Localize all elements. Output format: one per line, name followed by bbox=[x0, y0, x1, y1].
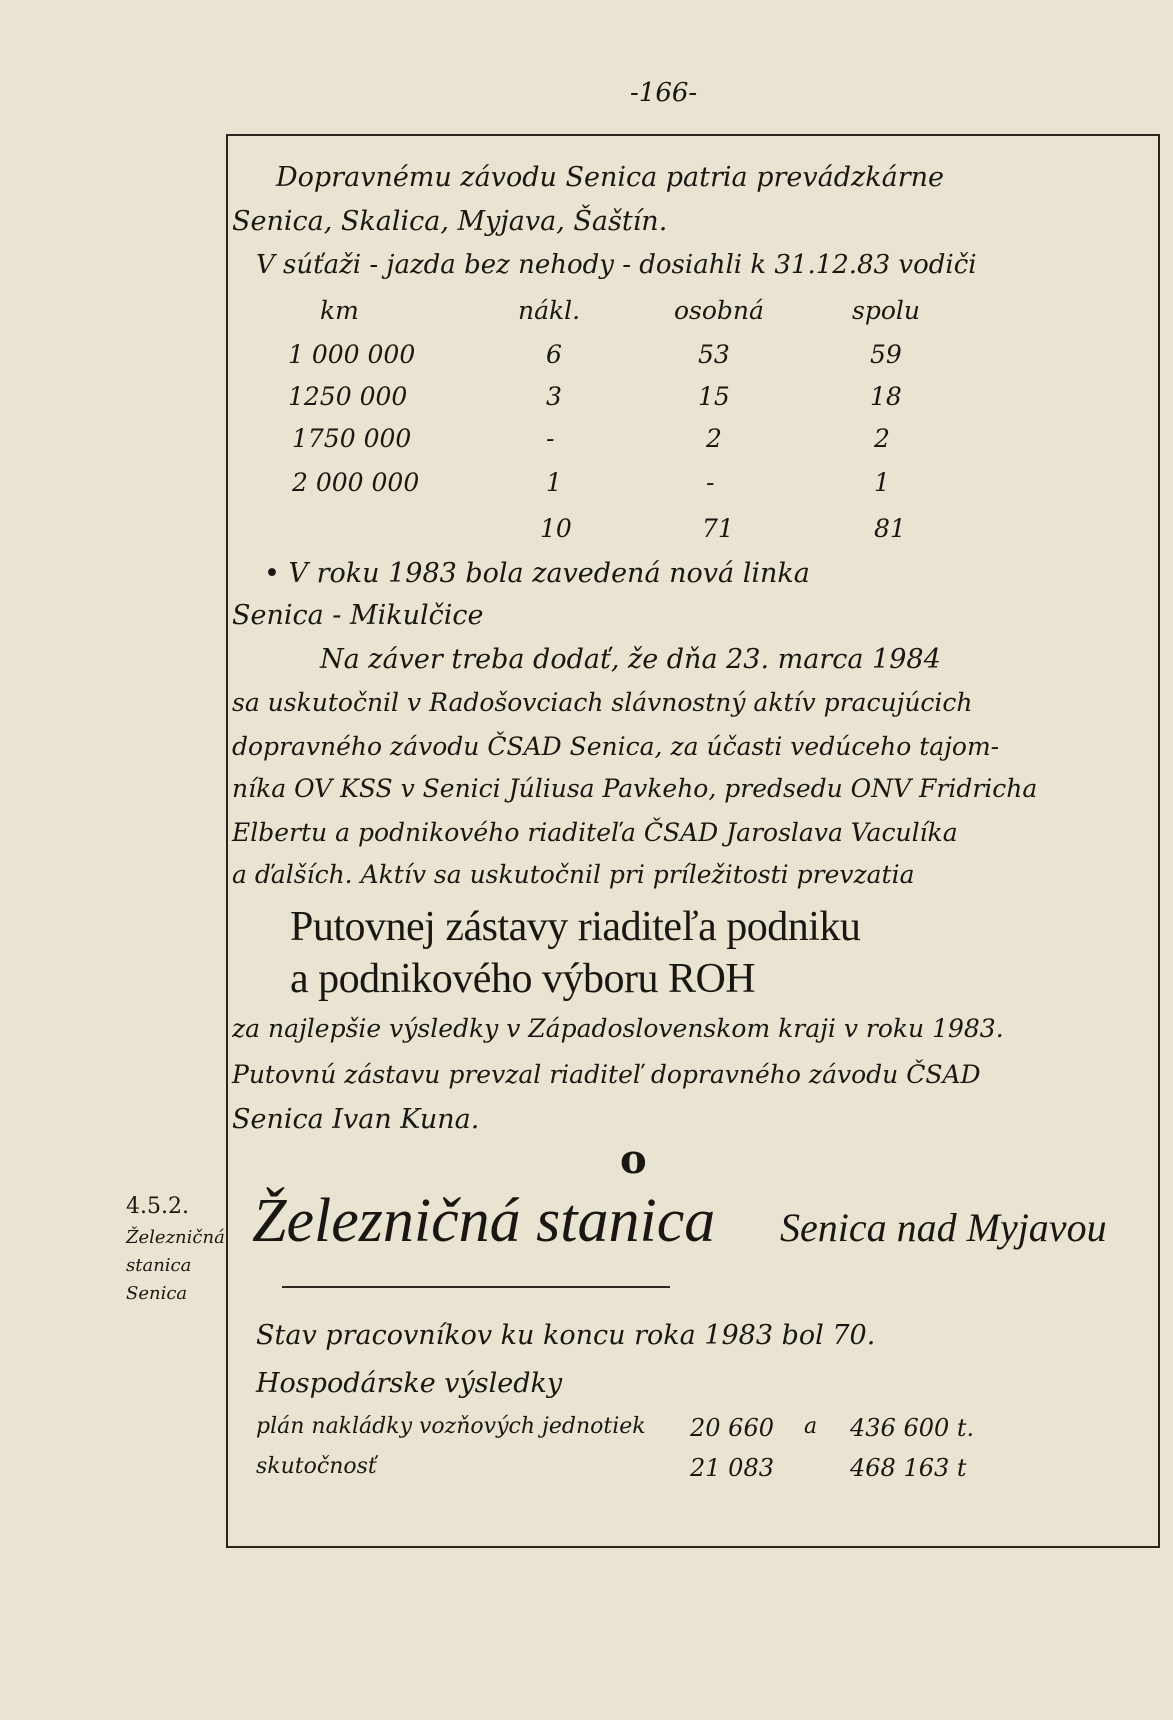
table-row bbox=[228, 424, 1162, 458]
margin-note-line: stanica bbox=[126, 1254, 192, 1276]
page-number: -166- bbox=[630, 78, 698, 108]
table-cell: 53 bbox=[698, 340, 730, 369]
table-cell: 2 bbox=[706, 424, 722, 453]
text-line: a ďalších. Aktív sa uskutočnil pri príležitosti prevzatia bbox=[232, 860, 915, 889]
text-frame bbox=[226, 134, 1160, 1548]
table-row bbox=[228, 468, 1162, 502]
text-line: dopravného závodu ČSAD Senica, za účasti vedúceho tajom- bbox=[232, 732, 1000, 761]
table-cell: 59 bbox=[870, 340, 902, 369]
text-line: Na záver treba dodať, že dňa 23. marca 1984 bbox=[320, 644, 941, 675]
table-cell: 2 000 000 bbox=[292, 468, 420, 497]
text-line: • V roku 1983 bola zavedená nová linka bbox=[264, 558, 810, 589]
text-line: Putovnú zástavu prevzal riaditeľ dopravného závodu ČSAD bbox=[232, 1060, 981, 1089]
text-line: V súťaži - jazda bez nehody - dosiahli k 31.12.83 vodiči bbox=[256, 250, 977, 280]
text-line: Senica, Skalica, Myjava, Šaštín. bbox=[232, 206, 668, 237]
results-value: 436 600 t. bbox=[850, 1414, 975, 1442]
table-cell: 18 bbox=[870, 382, 902, 411]
results-label: plán nakládky vozňových jednotiek bbox=[256, 1414, 646, 1439]
text-line: sa uskutočnil v Radošovciach slávnostný aktív pracujúcich bbox=[232, 688, 973, 717]
text-line: níka OV KSS v Senici Júliusa Pavkeho, predsedu ONV Fridricha bbox=[232, 774, 1038, 803]
table-header-row bbox=[228, 296, 1162, 330]
table-cell: 3 bbox=[546, 382, 562, 411]
results-separator: a bbox=[804, 1414, 818, 1439]
station-subtitle: Senica nad Myjavou bbox=[780, 1205, 1107, 1250]
station-title: Železničná stanica bbox=[252, 1187, 716, 1255]
table-cell: 1750 000 bbox=[292, 424, 412, 453]
text-line: Dopravnému závodu Senica patria prevádzkárne bbox=[276, 162, 944, 193]
section-separator-mark: o bbox=[620, 1136, 647, 1183]
award-heading-line: a podnikového výboru ROH bbox=[290, 956, 756, 1002]
table-cell: 1 bbox=[546, 468, 562, 497]
text-line: Stav pracovníkov ku koncu roka 1983 bol 70. bbox=[256, 1320, 876, 1351]
table-cell: 6 bbox=[546, 340, 562, 369]
margin-note-line: Železničná bbox=[126, 1227, 225, 1249]
table-cell: 15 bbox=[698, 382, 730, 411]
table-cell: 1250 000 bbox=[288, 382, 408, 411]
table-row bbox=[228, 382, 1162, 416]
table-cell: 1 000 000 bbox=[288, 340, 416, 369]
results-label: skutočnosť bbox=[256, 1454, 377, 1479]
margin-note-line: Senica bbox=[126, 1282, 188, 1304]
text-line: Senica - Mikulčice bbox=[232, 600, 484, 631]
table-row bbox=[228, 340, 1162, 374]
text-line: Hospodárske výsledky bbox=[256, 1368, 563, 1399]
table-total: 81 bbox=[874, 514, 906, 543]
table-cell: 1 bbox=[874, 468, 890, 497]
margin-note bbox=[126, 1190, 226, 1308]
table-cell: - bbox=[546, 424, 555, 453]
text-line: Senica Ivan Kuna. bbox=[232, 1104, 480, 1135]
text-line: za najlepšie výsledky v Západoslovenskom kraji v roku 1983. bbox=[232, 1014, 1004, 1043]
table-header: km bbox=[320, 296, 359, 325]
text-line: Elbertu a podnikového riaditeľa ČSAD Jaroslava Vaculíka bbox=[232, 818, 958, 847]
table-header: spolu bbox=[852, 296, 920, 325]
results-value: 468 163 t bbox=[850, 1454, 967, 1482]
table-header: nákl. bbox=[518, 296, 581, 325]
results-value: 21 083 bbox=[690, 1454, 774, 1482]
table-cell: - bbox=[706, 468, 715, 497]
table-header: osobná bbox=[674, 296, 764, 325]
section-number: 4.5.2. bbox=[126, 1194, 189, 1219]
award-heading-line: Putovnej zástavy riaditeľa podniku bbox=[290, 904, 861, 950]
table-total: 10 bbox=[540, 514, 572, 543]
results-value: 20 660 bbox=[690, 1414, 774, 1442]
title-underline bbox=[282, 1286, 670, 1288]
table-totals-row bbox=[228, 514, 1162, 548]
table-cell: 2 bbox=[874, 424, 890, 453]
table-total: 71 bbox=[702, 514, 734, 543]
